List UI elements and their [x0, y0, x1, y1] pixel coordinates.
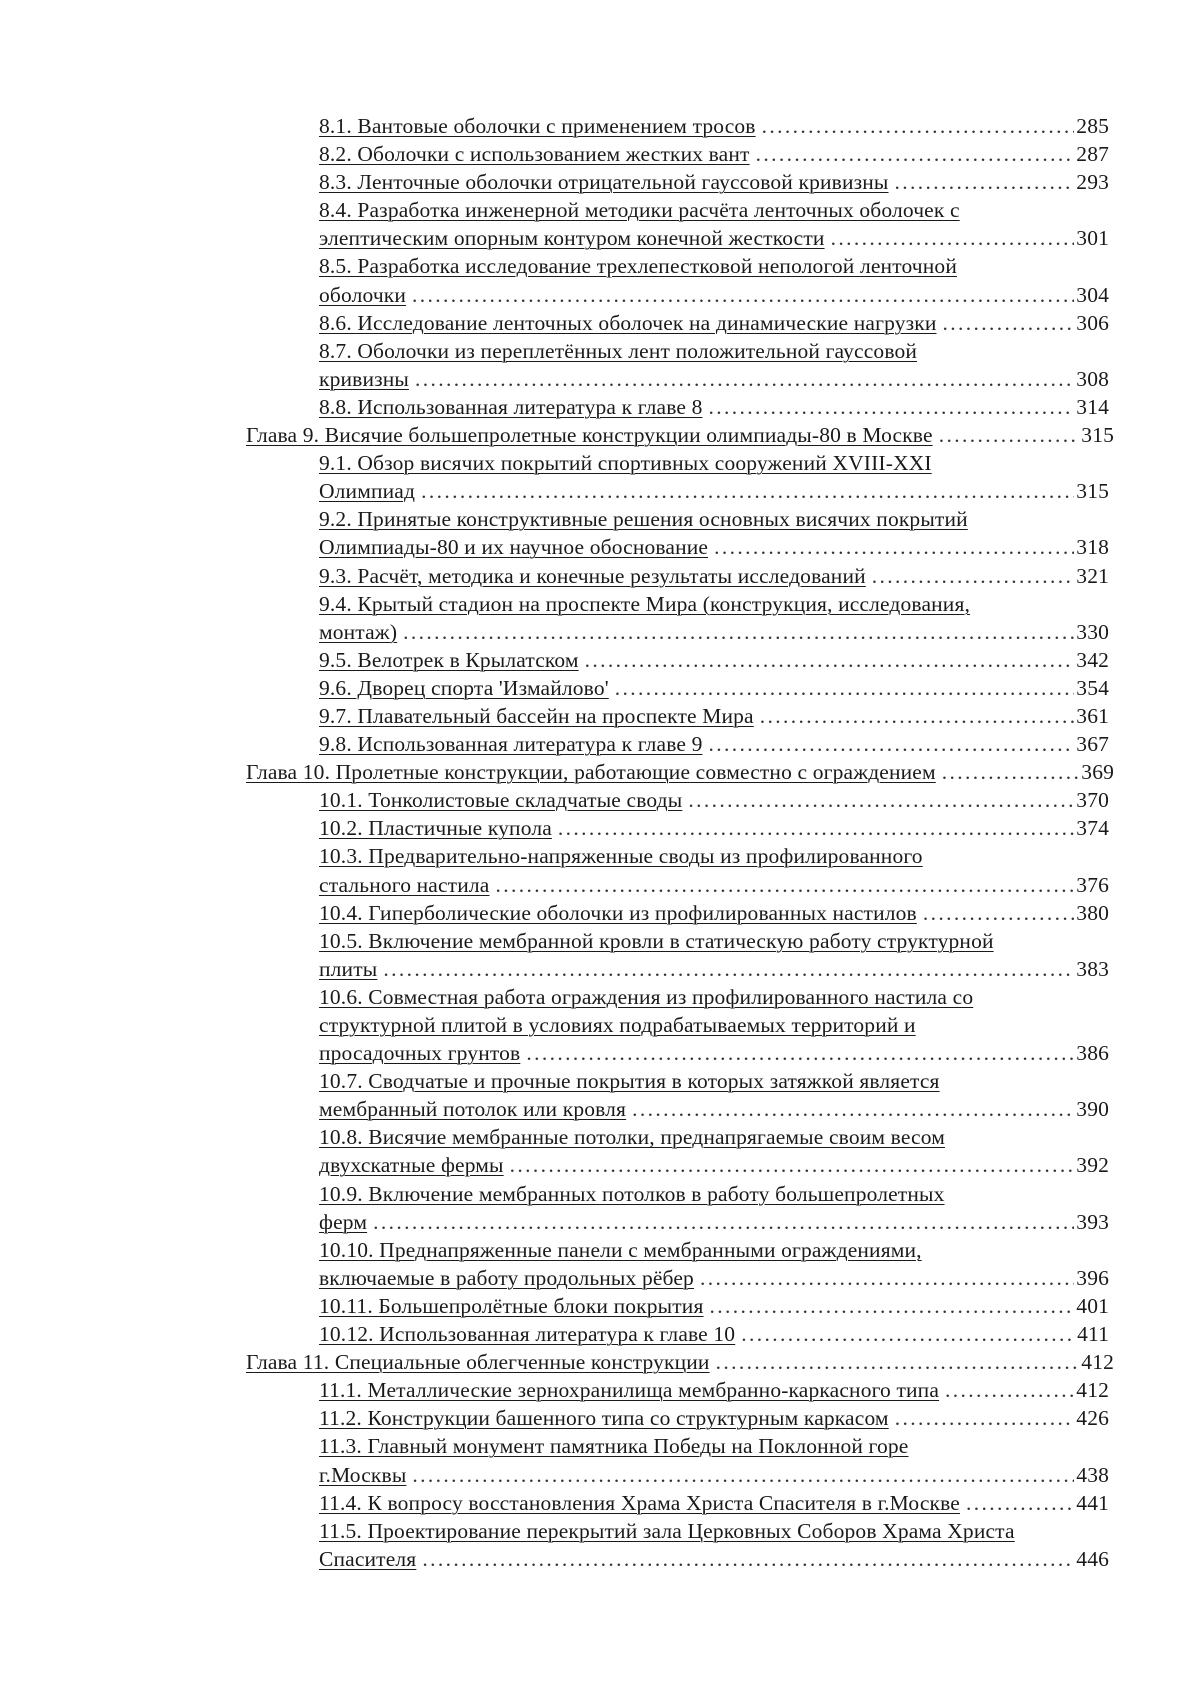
toc-entry-title[interactable]: плиты	[319, 956, 378, 981]
toc-section-entry[interactable]	[0, 505, 1109, 561]
toc-section-entry[interactable]	[0, 112, 1109, 140]
toc-dot-leader	[966, 1489, 1074, 1517]
toc-dot-leader	[373, 1208, 1074, 1236]
toc-dot-leader	[412, 1461, 1074, 1489]
toc-dot-leader	[709, 1292, 1074, 1320]
toc-dot-leader	[558, 814, 1074, 842]
toc-entry-title[interactable]: 8.3. Ленточные оболочки отрицательной гауссовой кривизны	[319, 170, 889, 195]
toc-dot-leader	[412, 281, 1074, 309]
toc-page-number: 401	[1076, 1293, 1109, 1318]
toc-dot-leader	[831, 224, 1075, 252]
toc-dot-leader	[585, 646, 1075, 674]
toc-entry-title[interactable]: Олимпиад	[319, 479, 416, 504]
toc-page-number: 318	[1076, 535, 1109, 560]
toc-section-entry[interactable]	[0, 449, 1109, 505]
toc-entry-title[interactable]: Олимпиады-80 и их научное обоснование	[319, 535, 709, 560]
toc-entry-title[interactable]: 9.8. Использованная литература к главе 9	[319, 732, 703, 757]
toc-entry-title[interactable]: г.Москвы	[319, 1462, 407, 1487]
toc-entry-title[interactable]: 9.4. Крытый стадион на проспекте Мира (конструкция, исследования,	[319, 591, 971, 616]
toc-dot-leader	[526, 1039, 1074, 1067]
toc-page-number: 308	[1076, 366, 1109, 391]
toc-page-number: 304	[1076, 282, 1109, 307]
toc-page-number: 314	[1076, 394, 1109, 419]
toc-dot-leader	[939, 421, 1080, 449]
toc-page-number: 287	[1076, 142, 1109, 167]
toc-page-number: 321	[1076, 563, 1109, 588]
toc-entry-title[interactable]: двухскатные фермы	[319, 1153, 504, 1178]
toc-dot-leader	[709, 730, 1075, 758]
toc-section-entry[interactable]	[0, 1432, 1109, 1488]
toc-entry-title[interactable]: 9.1. Обзор висячих покрытий спортивных сооружений XVIII-XXI	[319, 451, 932, 476]
toc-section-entry[interactable]	[0, 140, 1109, 168]
toc-section-entry[interactable]	[0, 1067, 1109, 1123]
toc-dot-leader	[760, 702, 1075, 730]
toc-dot-leader	[495, 871, 1074, 899]
toc-entry-title[interactable]: 8.8. Использованная литература к главе 8	[319, 394, 703, 419]
toc-entry-title[interactable]: 10.12. Использованная литература к главе 10	[319, 1322, 736, 1347]
toc-page-number: 354	[1076, 675, 1109, 700]
toc-page-number: 383	[1076, 956, 1109, 981]
toc-section-entry[interactable]	[0, 1517, 1109, 1573]
toc-entry-title[interactable]: Глава 9. Висячие большепролетные конструкции олимпиады-80 в Москве	[246, 423, 933, 448]
toc-entry-title[interactable]: 10.6. Совместная работа ограждения из профилированного настила со	[319, 984, 974, 1009]
toc-section-entry[interactable]	[0, 1180, 1109, 1236]
toc-section-entry[interactable]	[0, 252, 1109, 308]
toc-entry-title[interactable]: мембранный потолок или кровля	[319, 1097, 627, 1122]
toc-section-entry[interactable]	[0, 1123, 1109, 1179]
toc-page-number: 390	[1076, 1097, 1109, 1122]
toc-entry-title[interactable]: 10.4. Гиперболические оболочки из профилированных настилов	[319, 900, 917, 925]
toc-entry-title[interactable]: 9.5. Велотрек в Крылатском	[319, 647, 579, 672]
toc-page-number: 441	[1076, 1490, 1109, 1515]
toc-entry-title[interactable]: оболочки	[319, 282, 407, 307]
toc-page-number: 369	[1081, 760, 1114, 785]
toc-dot-leader	[762, 112, 1075, 140]
toc-entry-title[interactable]: 8.1. Вантовые оболочки с применением тросов	[319, 114, 756, 138]
toc-page-number: 426	[1076, 1406, 1109, 1431]
toc-section-entry[interactable]	[0, 899, 1109, 927]
toc-entry-title[interactable]: включаемые в работу продольных рёбер	[319, 1265, 694, 1290]
toc-dot-leader	[756, 140, 1075, 168]
toc-page-number: 386	[1076, 1041, 1109, 1066]
toc-section-entry[interactable]	[0, 590, 1109, 646]
toc-dot-leader	[700, 1264, 1074, 1292]
toc-section-entry[interactable]	[0, 786, 1109, 814]
toc-page-number: 301	[1076, 226, 1109, 251]
toc-page-number: 374	[1076, 816, 1109, 841]
toc-entry-title[interactable]: 11.5. Проектирование перекрытий зала Церковных Соборов Храма Христа	[319, 1518, 1015, 1543]
toc-entry-title[interactable]: 10.1. Тонколистовые складчатые своды	[319, 788, 683, 813]
toc-entry-title[interactable]: 10.3. Предварительно-напряженные своды из профилированного	[319, 844, 923, 869]
toc-page-number: 361	[1076, 703, 1109, 728]
toc-entry-title[interactable]: 9.6. Дворец спорта 'Измайлово'	[319, 675, 609, 700]
toc-dot-leader	[709, 393, 1075, 421]
toc-section-entry[interactable]	[0, 393, 1109, 421]
toc-page-number: 438	[1076, 1462, 1109, 1487]
toc-dot-leader	[895, 168, 1075, 196]
toc-entry-title[interactable]: 9.3. Расчёт, методика и конечные результаты исследований	[319, 563, 866, 588]
toc-entry-title[interactable]: 11.1. Металлические зернохранилища мембранно-каркасного типа	[319, 1378, 940, 1403]
toc-entry-title[interactable]: монтаж)	[319, 619, 398, 644]
toc-section-entry[interactable]	[0, 674, 1109, 702]
toc-section-entry[interactable]	[0, 1376, 1109, 1404]
toc-dot-leader	[714, 533, 1074, 561]
toc-dot-leader	[716, 1348, 1080, 1376]
toc-dot-leader	[741, 1320, 1075, 1348]
toc-entry-title[interactable]: 11.3. Главный монумент памятника Победы на Поклонной горе	[319, 1434, 909, 1459]
toc-section-entry[interactable]	[0, 1404, 1109, 1432]
toc-section-entry[interactable]	[0, 1236, 1109, 1292]
toc-entry-title[interactable]: 8.2. Оболочки с использованием жестких вант	[319, 142, 750, 167]
toc-dot-leader	[872, 562, 1075, 590]
toc-section-entry[interactable]	[0, 337, 1109, 393]
toc-section-entry[interactable]	[0, 983, 1109, 1067]
toc-page-number: 367	[1076, 732, 1109, 757]
toc-page-number: 396	[1076, 1265, 1109, 1290]
toc-entry-title[interactable]: 11.4. К вопросу восстановления Храма Христа Спасителя в г.Москве	[319, 1490, 961, 1515]
toc-dot-leader	[421, 477, 1074, 505]
toc-dot-leader	[923, 899, 1074, 927]
toc-page-number: 293	[1076, 170, 1109, 195]
toc-dot-leader	[615, 674, 1075, 702]
toc-chapter-entry[interactable]	[0, 421, 1114, 449]
toc-page-number: 315	[1081, 423, 1114, 448]
toc-section-entry[interactable]	[0, 702, 1109, 730]
toc-page-number: 330	[1076, 619, 1109, 644]
toc-dot-leader	[632, 1095, 1074, 1123]
toc-section-entry[interactable]	[0, 646, 1109, 674]
toc-section-entry[interactable]	[0, 814, 1109, 842]
toc-entry-title[interactable]: 10.5. Включение мембранной кровли в статическую работу структурной	[319, 928, 994, 953]
toc-page-number: 380	[1076, 900, 1109, 925]
toc-dot-leader	[895, 1404, 1075, 1432]
toc-section-entry[interactable]	[0, 168, 1109, 196]
toc-entry-title[interactable]: элептическим опорным контуром конечной жесткости	[319, 226, 825, 251]
toc-chapter-entry[interactable]	[0, 758, 1114, 786]
toc-entry-title[interactable]: 8.7. Оболочки из переплетённых лент положительной гауссовой	[319, 338, 918, 363]
toc-entry-title[interactable]: Глава 11. Специальные облегченные конструкции	[246, 1350, 710, 1375]
toc-entry-title[interactable]: структурной плитой в условиях подрабатываемых территорий и	[319, 1013, 916, 1037]
toc-page-number: 393	[1076, 1209, 1109, 1234]
toc-page-number: 285	[1076, 114, 1109, 138]
toc-entry-title[interactable]: кривизны	[319, 366, 410, 391]
toc-section-entry[interactable]	[0, 1292, 1109, 1320]
toc-section-entry[interactable]	[0, 196, 1109, 252]
toc-entry-title[interactable]: 10.10. Преднапряженные панели с мембранными ограждениями,	[319, 1237, 922, 1262]
toc-entry-title[interactable]: 10.11. Большепролётные блоки покрытия	[319, 1293, 704, 1318]
toc-dot-leader	[943, 309, 1075, 337]
toc-dot-leader	[945, 1376, 1074, 1404]
toc-entry-title[interactable]: стального настила	[319, 872, 490, 897]
toc-section-entry[interactable]	[0, 730, 1109, 758]
toc-section-entry[interactable]	[0, 1489, 1109, 1517]
toc-entry-title[interactable]: 9.7. Плавательный бассейн на проспекте Мира	[319, 703, 754, 728]
toc-section-entry[interactable]	[0, 562, 1109, 590]
toc-page-number: 376	[1076, 872, 1109, 897]
toc-dot-leader	[383, 955, 1074, 983]
toc-entry-title[interactable]: 8.4. Разработка инженерной методики расчёта ленточных оболочек с	[319, 198, 960, 223]
toc-page-number: 370	[1076, 788, 1109, 813]
toc-page-number: 315	[1076, 479, 1109, 504]
table-of-contents	[0, 112, 1200, 1573]
toc-dot-leader	[510, 1151, 1075, 1179]
toc-entry-title[interactable]: 11.2. Конструкции башенного типа со структурным каркасом	[319, 1406, 889, 1431]
toc-dot-leader	[422, 1545, 1074, 1573]
toc-entry-title[interactable]: ферм	[319, 1209, 368, 1234]
toc-page-number: 392	[1076, 1153, 1109, 1178]
toc-dot-leader	[942, 758, 1080, 786]
toc-entry-title[interactable]: 10.7. Сводчатые и прочные покрытия в которых затяжкой является	[319, 1069, 940, 1094]
toc-entry-title[interactable]: просадочных грунтов	[319, 1041, 521, 1066]
toc-entry-title[interactable]: 10.2. Пластичные купола	[319, 816, 552, 841]
toc-chapter-entry[interactable]	[0, 1348, 1114, 1376]
toc-entry-title[interactable]: 8.6. Исследование ленточных оболочек на динамические нагрузки	[319, 310, 937, 335]
toc-section-entry[interactable]	[0, 1320, 1109, 1348]
toc-section-entry[interactable]	[0, 927, 1109, 983]
toc-dot-leader	[415, 365, 1074, 393]
toc-page-number: 412	[1076, 1378, 1109, 1403]
toc-entry-title[interactable]: Спасителя	[319, 1546, 417, 1571]
toc-dot-leader	[688, 786, 1074, 814]
toc-page-number: 411	[1077, 1322, 1109, 1347]
toc-dot-leader	[403, 618, 1074, 646]
toc-entry-title[interactable]: 10.8. Висячие мембранные потолки, преднапрягаемые своим весом	[319, 1125, 945, 1150]
toc-page-number: 446	[1076, 1546, 1109, 1571]
toc-page-number: 306	[1076, 310, 1109, 335]
toc-page-number: 342	[1076, 647, 1109, 672]
toc-section-entry[interactable]	[0, 842, 1109, 898]
toc-page-number: 412	[1081, 1350, 1114, 1375]
toc-entry-title[interactable]: 8.5. Разработка исследование трехлепестковой непологой ленточной	[319, 254, 957, 279]
toc-section-entry[interactable]	[0, 309, 1109, 337]
toc-entry-title[interactable]: Глава 10. Пролетные конструкции, работающие совместно с ограждением	[246, 760, 936, 785]
toc-entry-title[interactable]: 10.9. Включение мембранных потолков в работу большепролетных	[319, 1181, 945, 1206]
toc-entry-title[interactable]: 9.2. Принятые конструктивные решения основных висячих покрытий	[319, 507, 968, 532]
